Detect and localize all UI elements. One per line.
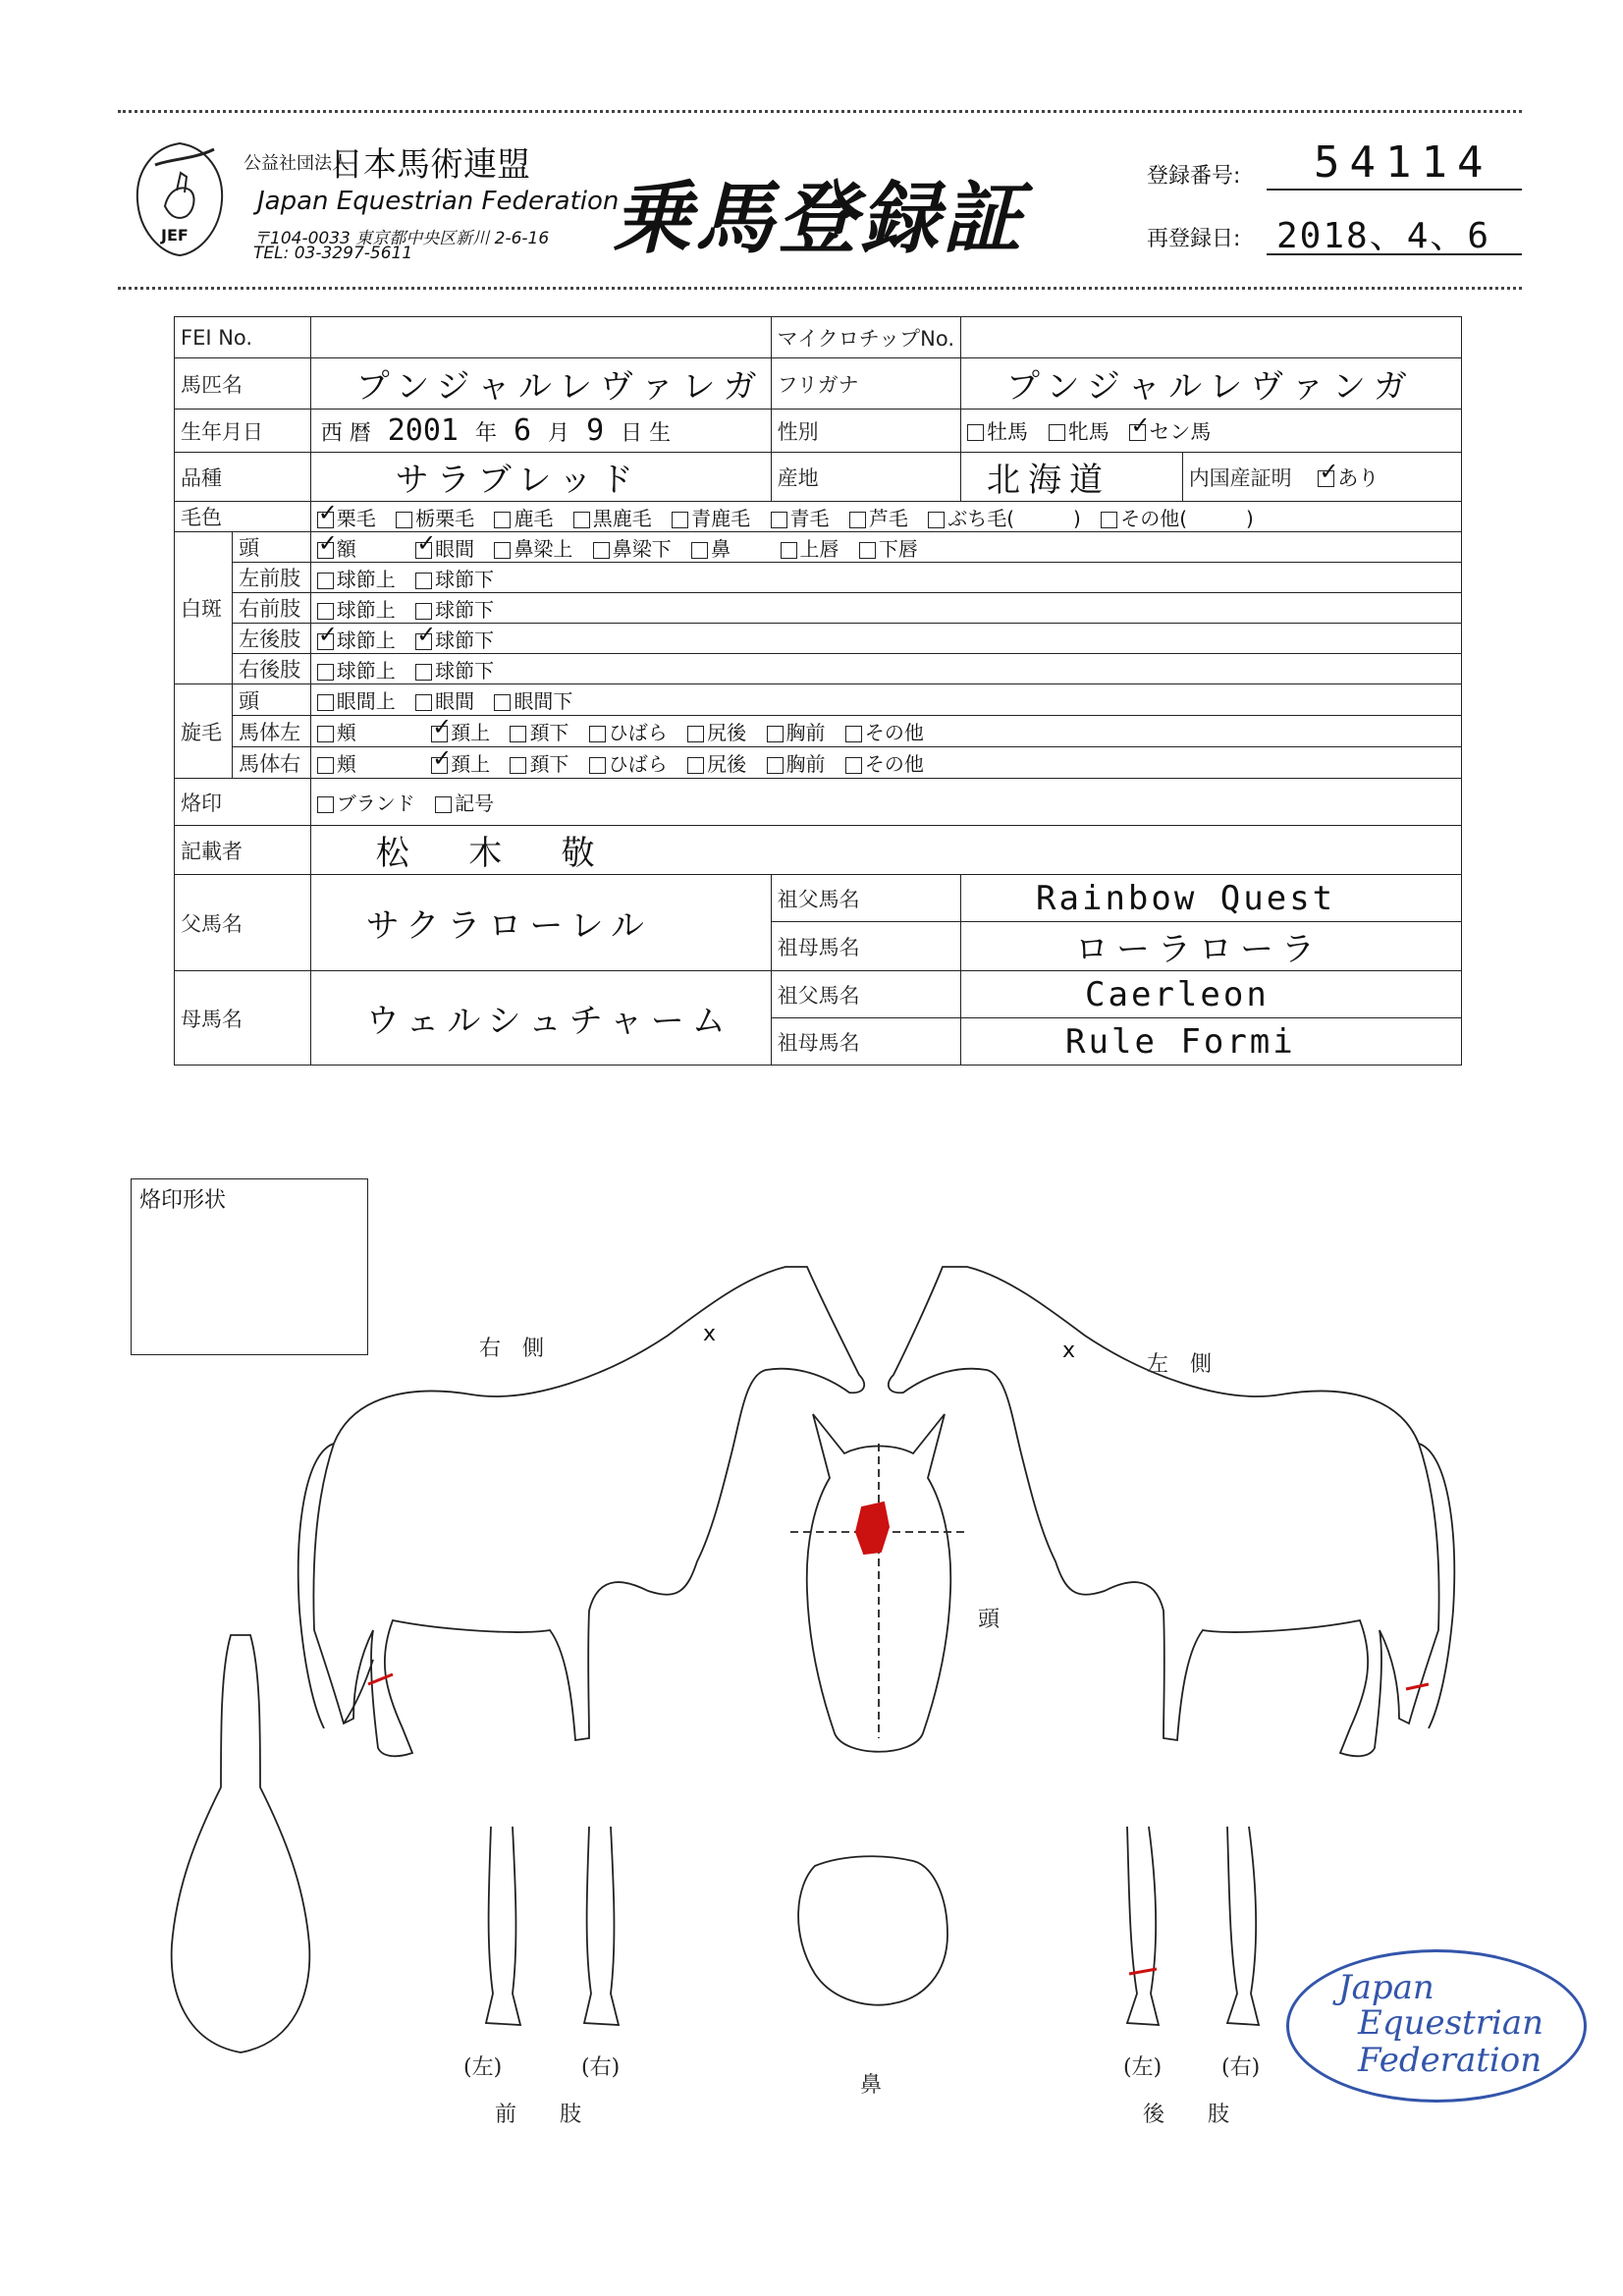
reg-no-value: 54114 bbox=[1314, 137, 1493, 188]
dob-month: 6 bbox=[513, 413, 532, 448]
dam-gsire-value: Caerleon bbox=[1085, 974, 1270, 1014]
left-side-leg-marking bbox=[1406, 1684, 1429, 1689]
whorl-part: 馬体右 bbox=[233, 747, 311, 779]
coat-label: 毛色 bbox=[175, 502, 311, 532]
coat-option[interactable]: 芦毛 bbox=[849, 503, 908, 531]
marking-option[interactable]: 球節上 bbox=[317, 655, 396, 683]
nose-label: 鼻 bbox=[860, 2073, 883, 2098]
marking-label: 白斑 bbox=[175, 532, 233, 684]
org-tel: TEL: 03-3297-5611 bbox=[253, 244, 413, 263]
marking-option[interactable]: ✓ 眼間 bbox=[415, 533, 474, 562]
marking-option[interactable]: 下唇 bbox=[859, 533, 918, 562]
whorl-option[interactable]: 眼間 bbox=[415, 685, 474, 714]
furigana-label: フリガナ bbox=[771, 358, 960, 410]
whorl-part: 頭 bbox=[233, 684, 311, 716]
org-prefix: 公益社団法人 bbox=[243, 153, 350, 174]
logo-text: JEF bbox=[161, 226, 189, 245]
whorl-mark-left: x bbox=[1062, 1339, 1076, 1363]
marking-option[interactable]: ✓ 球節下 bbox=[415, 625, 494, 653]
marking-part: 左前肢 bbox=[233, 563, 311, 593]
brand-shape-label: 烙印形状 bbox=[139, 1188, 227, 1213]
whorl-option[interactable]: 頚下 bbox=[510, 717, 568, 745]
dob-year: 2001 bbox=[387, 413, 459, 448]
whorl-option[interactable]: 頬 bbox=[317, 748, 356, 777]
whorl-option[interactable]: 頬 bbox=[317, 717, 356, 745]
head-label: 頭 bbox=[978, 1608, 1001, 1632]
stamp-line-1: Japan bbox=[1338, 1968, 1434, 2007]
stamp-line-2: Equestrian bbox=[1358, 2003, 1544, 2043]
dam-label: 母馬名 bbox=[175, 971, 311, 1066]
marking-part: 右前肢 bbox=[233, 593, 311, 624]
marking-option[interactable]: 鼻梁上 bbox=[494, 533, 572, 562]
sex-option-mare[interactable]: 牝馬 bbox=[1049, 416, 1109, 446]
sire-label: 父馬名 bbox=[175, 875, 311, 971]
coat-option[interactable]: ぶち毛( ) bbox=[928, 503, 1081, 531]
fore-right-label: (右) bbox=[581, 2055, 621, 2080]
whorl-option[interactable]: その他 bbox=[845, 748, 924, 777]
marking-option[interactable]: ✓ 額 bbox=[317, 533, 356, 562]
furigana-value: プンジャルレヴァンガ bbox=[1006, 367, 1415, 407]
brand-option[interactable]: 記号 bbox=[435, 788, 494, 816]
recorder-value: 松 木 敬 bbox=[375, 834, 615, 873]
coat-option[interactable]: 青鹿毛 bbox=[672, 503, 750, 531]
marking-option[interactable]: 球節下 bbox=[415, 564, 494, 592]
fei-label: FEI No. bbox=[175, 317, 311, 358]
sex-option-stallion[interactable]: 牡馬 bbox=[967, 416, 1028, 446]
doc-title: 乗馬登録証 bbox=[613, 173, 1025, 264]
whorl-option[interactable]: 頚下 bbox=[510, 748, 568, 777]
whorl-option[interactable]: ✓ 頚上 bbox=[431, 748, 490, 777]
dob-era: 西 暦 bbox=[320, 421, 371, 446]
coat-option[interactable]: 栃栗毛 bbox=[396, 503, 474, 531]
marking-option[interactable]: 鼻梁下 bbox=[593, 533, 672, 562]
dob-year-unit: 年 bbox=[474, 421, 497, 446]
origin-value: 北海道 bbox=[987, 461, 1111, 500]
whorl-option[interactable]: 胸前 bbox=[767, 717, 826, 745]
marking-option[interactable]: ✓ 球節上 bbox=[317, 625, 396, 653]
coat-option[interactable]: ✓ 栗毛 bbox=[317, 503, 376, 531]
dam-gdam-label: 祖母馬名 bbox=[771, 1018, 960, 1066]
marking-option[interactable]: 上唇 bbox=[781, 533, 839, 562]
jef-stamp bbox=[1286, 1949, 1587, 2103]
head-marking bbox=[856, 1503, 889, 1554]
hindlimb-label: 後 肢 bbox=[1143, 2103, 1230, 2127]
hind-limbs bbox=[1127, 1827, 1259, 2025]
left-side-horse bbox=[889, 1267, 1454, 1756]
coat-option[interactable]: その他( ) bbox=[1101, 503, 1254, 531]
brand-label: 烙印 bbox=[175, 779, 311, 826]
rear-view bbox=[172, 1635, 310, 2052]
whorl-mark-right: x bbox=[703, 1322, 717, 1346]
sex-option-gelding[interactable]: ✓ セン馬 bbox=[1129, 416, 1211, 446]
dob-day-unit: 日 生 bbox=[621, 421, 672, 446]
org-name-en: Japan Equestrian Federation bbox=[257, 187, 620, 216]
whorl-option[interactable]: ひばら bbox=[589, 748, 668, 777]
brand-option[interactable]: ブランド bbox=[317, 788, 415, 816]
whorl-option[interactable]: 眼間下 bbox=[494, 685, 572, 714]
whorl-option[interactable]: その他 bbox=[845, 717, 924, 745]
marking-option[interactable]: 球節下 bbox=[415, 594, 494, 623]
hind-left-label: (左) bbox=[1123, 2055, 1163, 2080]
sire-value: サクラローレル bbox=[365, 906, 652, 946]
coat-option[interactable]: 鹿毛 bbox=[494, 503, 553, 531]
whorl-option[interactable]: ひばら bbox=[589, 717, 668, 745]
name-label: 馬匹名 bbox=[175, 358, 311, 410]
domestic-option[interactable]: ✓ あり bbox=[1318, 463, 1379, 492]
dam-value: ウェルシュチャーム bbox=[365, 1002, 733, 1041]
hind-right-label: (右) bbox=[1221, 2055, 1261, 2080]
whorl-option[interactable]: ✓ 頚上 bbox=[431, 717, 490, 745]
nose-view bbox=[798, 1856, 947, 2004]
right-side-horse bbox=[298, 1267, 864, 1756]
sire-gsire-value: Rainbow Quest bbox=[1036, 878, 1336, 918]
whorl-part: 馬体左 bbox=[233, 716, 311, 747]
recorder-label: 記載者 bbox=[175, 826, 311, 875]
reg-date-value: 2018、4、6 bbox=[1276, 216, 1491, 256]
fore-limbs bbox=[486, 1827, 619, 2025]
sex-label: 性別 bbox=[771, 410, 960, 453]
whorl-option[interactable]: 眼間上 bbox=[317, 685, 396, 714]
whorl-option[interactable]: 尻後 bbox=[687, 717, 746, 745]
left-side-label: 左 側 bbox=[1147, 1352, 1213, 1377]
marking-option[interactable]: 鼻 bbox=[691, 533, 730, 562]
dam-gdam-value: Rule Formi bbox=[1065, 1021, 1296, 1062]
chip-label: マイクロチップNo. bbox=[771, 317, 960, 358]
whorl-option[interactable]: 尻後 bbox=[687, 748, 746, 777]
domestic-label: 内国産証明 bbox=[1188, 465, 1292, 490]
sire-gsire-label: 祖父馬名 bbox=[771, 875, 960, 922]
marking-part: 右後肢 bbox=[233, 654, 311, 684]
dob-label: 生年月日 bbox=[175, 410, 311, 453]
marking-option[interactable]: 球節上 bbox=[317, 564, 396, 592]
dob-day: 9 bbox=[586, 413, 605, 448]
whorl-label: 旋毛 bbox=[175, 684, 233, 779]
reg-date-label: 再登録日: bbox=[1147, 227, 1241, 251]
dam-gsire-label: 祖父馬名 bbox=[771, 971, 960, 1018]
front-head bbox=[790, 1414, 967, 1752]
coat-option[interactable]: 黒鹿毛 bbox=[573, 503, 652, 531]
stamp-line-3: Federation bbox=[1358, 2041, 1542, 2080]
origin-label: 産地 bbox=[771, 453, 960, 502]
org-address: 〒104-0033 東京都中央区新川 2-6-16 bbox=[253, 229, 550, 248]
breed-value: サラブレッド bbox=[395, 461, 642, 500]
fore-left-label: (左) bbox=[463, 2055, 503, 2080]
reg-no-label: 登録番号: bbox=[1147, 164, 1241, 189]
marking-option[interactable]: 球節下 bbox=[415, 655, 494, 683]
right-side-label: 右 側 bbox=[479, 1337, 545, 1361]
breed-label: 品種 bbox=[175, 453, 311, 502]
name-value: プンジャルレヴァレガ bbox=[355, 367, 765, 407]
sire-gdam-value: ローラローラ bbox=[1075, 930, 1324, 969]
whorl-option[interactable]: 胸前 bbox=[767, 748, 826, 777]
marking-option[interactable]: 球節上 bbox=[317, 594, 396, 623]
coat-option[interactable]: 青毛 bbox=[771, 503, 830, 531]
org-name-jp: 日本馬術連盟 bbox=[330, 145, 530, 185]
marking-part: 頭 bbox=[233, 532, 311, 563]
dob-month-unit: 月 bbox=[548, 421, 570, 446]
sire-gdam-label: 祖母馬名 bbox=[771, 922, 960, 971]
marking-part: 左後肢 bbox=[233, 624, 311, 654]
forelimb-label: 前 肢 bbox=[495, 2103, 582, 2127]
